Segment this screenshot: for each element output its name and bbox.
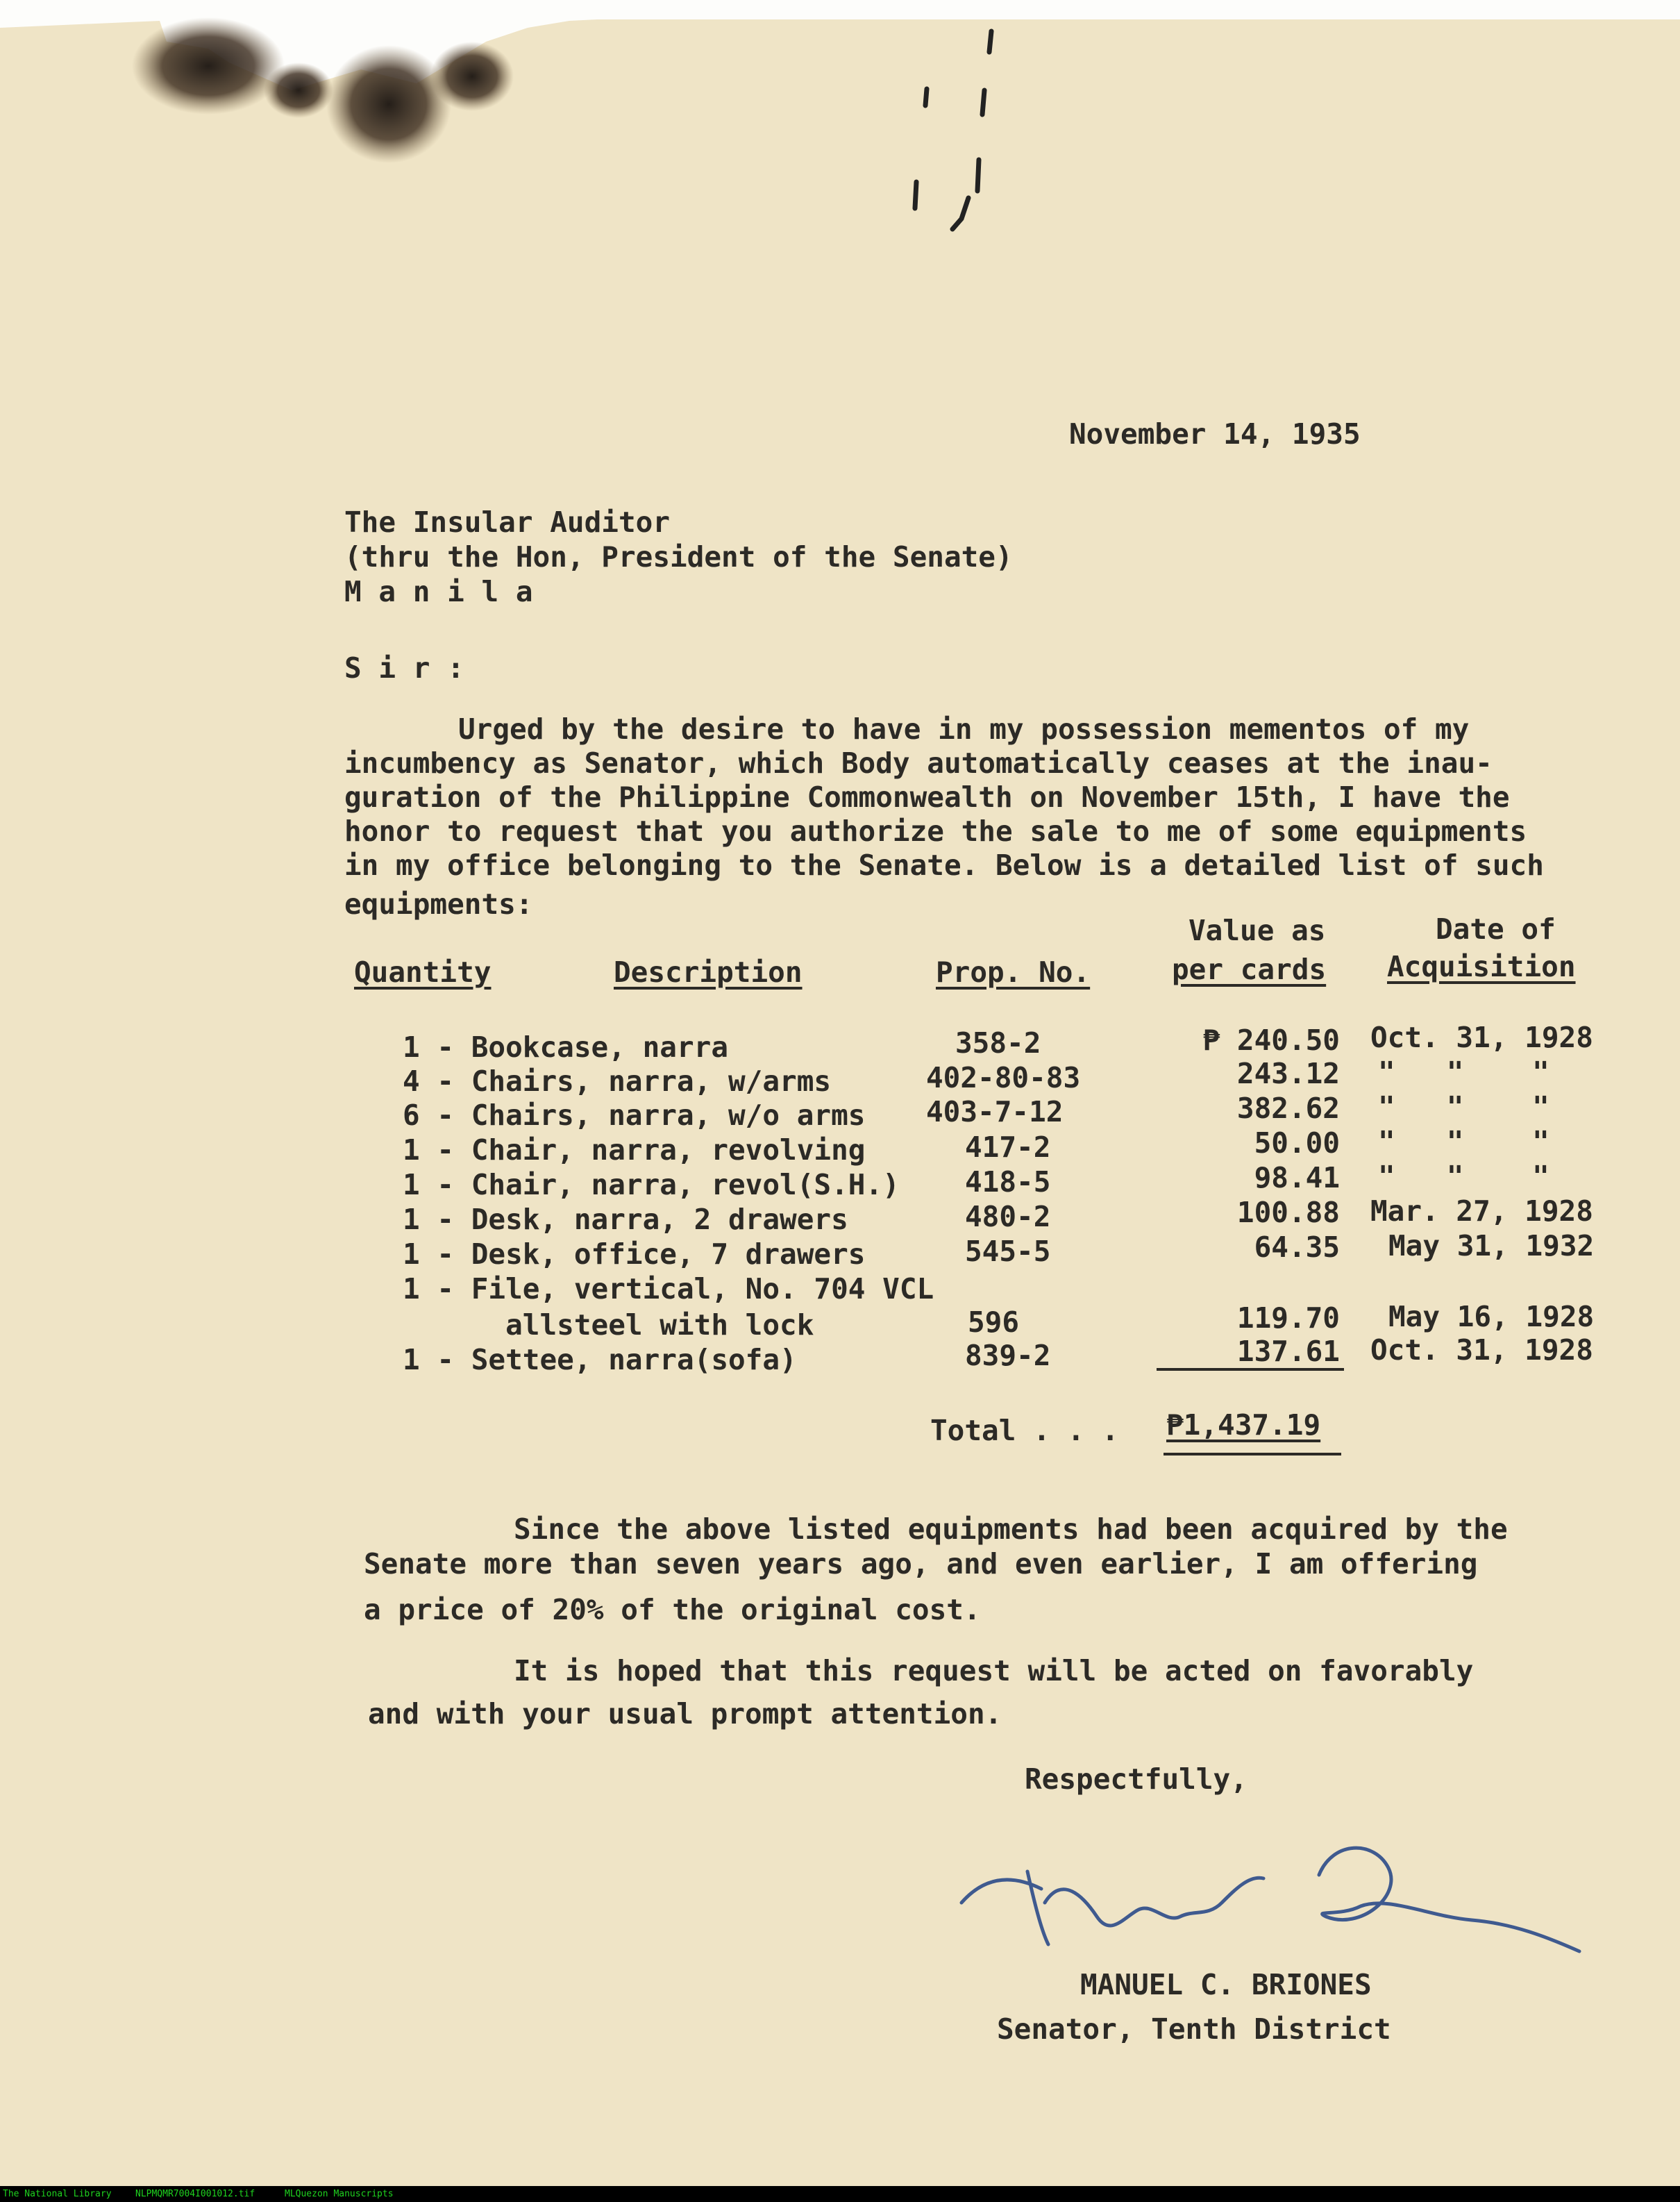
paragraph-line: honor to request that you authorize the sale to me of some equipments (344, 815, 1527, 848)
row-item: 6 - Chairs, narra, w/o arms (403, 1099, 866, 1132)
addressee-line: The Insular Auditor (344, 506, 670, 539)
row-item: 1 - Settee, narra(sofa) (403, 1343, 797, 1376)
row-value: 382.62 (1236, 1092, 1340, 1125)
row-item: 1 - Chair, narra, revol(S.H.) (403, 1168, 900, 1201)
row-item: 1 - File, vertical, No. 704 VCL (403, 1272, 934, 1306)
row-date: May 31, 1932 (1388, 1229, 1595, 1262)
archive-footer (0, 2186, 1680, 2202)
burn-mark (326, 45, 451, 163)
closing: Respectfully, (1025, 1762, 1248, 1796)
paragraph-line: Since the above listed equipments had been acquired by the (514, 1512, 1508, 1546)
paragraph-line: equipments: (344, 887, 533, 921)
row-value: 50.00 (1254, 1126, 1340, 1160)
addressee-line: M a n i l a (344, 575, 533, 608)
signer-title: Senator, Tenth District (997, 2012, 1391, 2046)
row-value: 119.70 (1236, 1301, 1340, 1335)
pencil-marks (925, 89, 927, 106)
row-item: 1 - Desk, narra, 2 drawers (403, 1203, 848, 1236)
salutation: S i r : (344, 651, 464, 685)
header-date: Acquisition (1387, 950, 1576, 983)
row-prop: 403-7-12 (926, 1095, 1064, 1128)
row-date: " " " (1378, 1160, 1549, 1193)
row-item: 1 - Chair, narra, revolving (403, 1133, 866, 1167)
paragraph-line: Urged by the desire to have in my possession mementos of my (458, 712, 1470, 746)
row-date: " " " (1378, 1125, 1549, 1158)
header-value: per cards (1172, 953, 1327, 986)
total-label: Total . . . (930, 1414, 1119, 1447)
paragraph-line: Senate more than seven years ago, and even earlier, I am offering (364, 1547, 1478, 1580)
footer-collection: MLQuezon Manuscripts (285, 2189, 394, 2199)
signer-name: MANUEL C. BRIONES (1080, 1968, 1372, 2001)
burn-mark (264, 62, 333, 118)
row-item: 1 - Desk, office, 7 drawers (403, 1237, 866, 1271)
row-prop: 358-2 (955, 1026, 1041, 1060)
burn-mark (430, 42, 514, 111)
row-value: 98.41 (1254, 1161, 1340, 1194)
addressee-line: (thru the Hon, President of the Senate) (344, 540, 1013, 574)
row-date: Oct. 31, 1928 (1370, 1333, 1593, 1367)
header-quantity: Quantity (354, 956, 492, 989)
row-item: 4 - Chairs, narra, w/arms (403, 1065, 832, 1098)
header-prop-no: Prop. No. (936, 956, 1091, 989)
pencil-marks (915, 182, 916, 208)
total-double-rule (1164, 1453, 1341, 1456)
burn-mark (132, 17, 285, 115)
row-prop: 596 (968, 1306, 1020, 1339)
row-value: 64.35 (1254, 1231, 1340, 1264)
paragraph-line: guration of the Philippine Commonwealth on November 15th, I have the (344, 781, 1510, 814)
row-date: May 16, 1928 (1388, 1300, 1595, 1333)
paragraph-line: It is hoped that this request will be acted on favorably (514, 1654, 1474, 1687)
total-value: ₱1,437.19 (1166, 1408, 1321, 1442)
row-date: Mar. 27, 1928 (1370, 1194, 1593, 1228)
footer-library: The National Library (3, 2189, 112, 2199)
header-description: Description (614, 956, 803, 989)
row-item: allsteel with lock (403, 1308, 814, 1342)
row-prop: 480-2 (965, 1200, 1051, 1233)
row-value: 137.61 (1236, 1335, 1340, 1368)
row-prop: 402-80-83 (926, 1061, 1081, 1094)
row-prop: 839-2 (965, 1339, 1051, 1372)
row-value: 100.88 (1236, 1196, 1340, 1229)
row-prop: 418-5 (965, 1165, 1051, 1199)
row-value: ₱ 240.50 (1202, 1024, 1340, 1057)
row-date: " " " (1378, 1056, 1549, 1089)
header-date-top: Date of (1436, 912, 1556, 946)
row-date: " " " (1378, 1090, 1549, 1124)
paragraph-line: in my office belonging to the Senate. Below is a detailed list of such (344, 849, 1544, 882)
row-date: Oct. 31, 1928 (1370, 1021, 1593, 1054)
footer-filename: NLPMQMR7004I001012.tif (135, 2189, 255, 2199)
paragraph-line: a price of 20% of the original cost. (364, 1593, 981, 1626)
row-prop: 417-2 (965, 1131, 1051, 1164)
subtotal-rule (1157, 1368, 1344, 1371)
row-prop: 545-5 (965, 1235, 1051, 1268)
row-value: 243.12 (1236, 1057, 1340, 1090)
paragraph-line: and with your usual prompt attention. (368, 1697, 1002, 1730)
paragraph-line: incumbency as Senator, which Body automatically ceases at the inau- (344, 746, 1493, 780)
row-item: 1 - Bookcase, narra (403, 1031, 728, 1064)
header-value-top: Value as (1188, 914, 1326, 947)
letter-date: November 14, 1935 (1069, 417, 1361, 451)
